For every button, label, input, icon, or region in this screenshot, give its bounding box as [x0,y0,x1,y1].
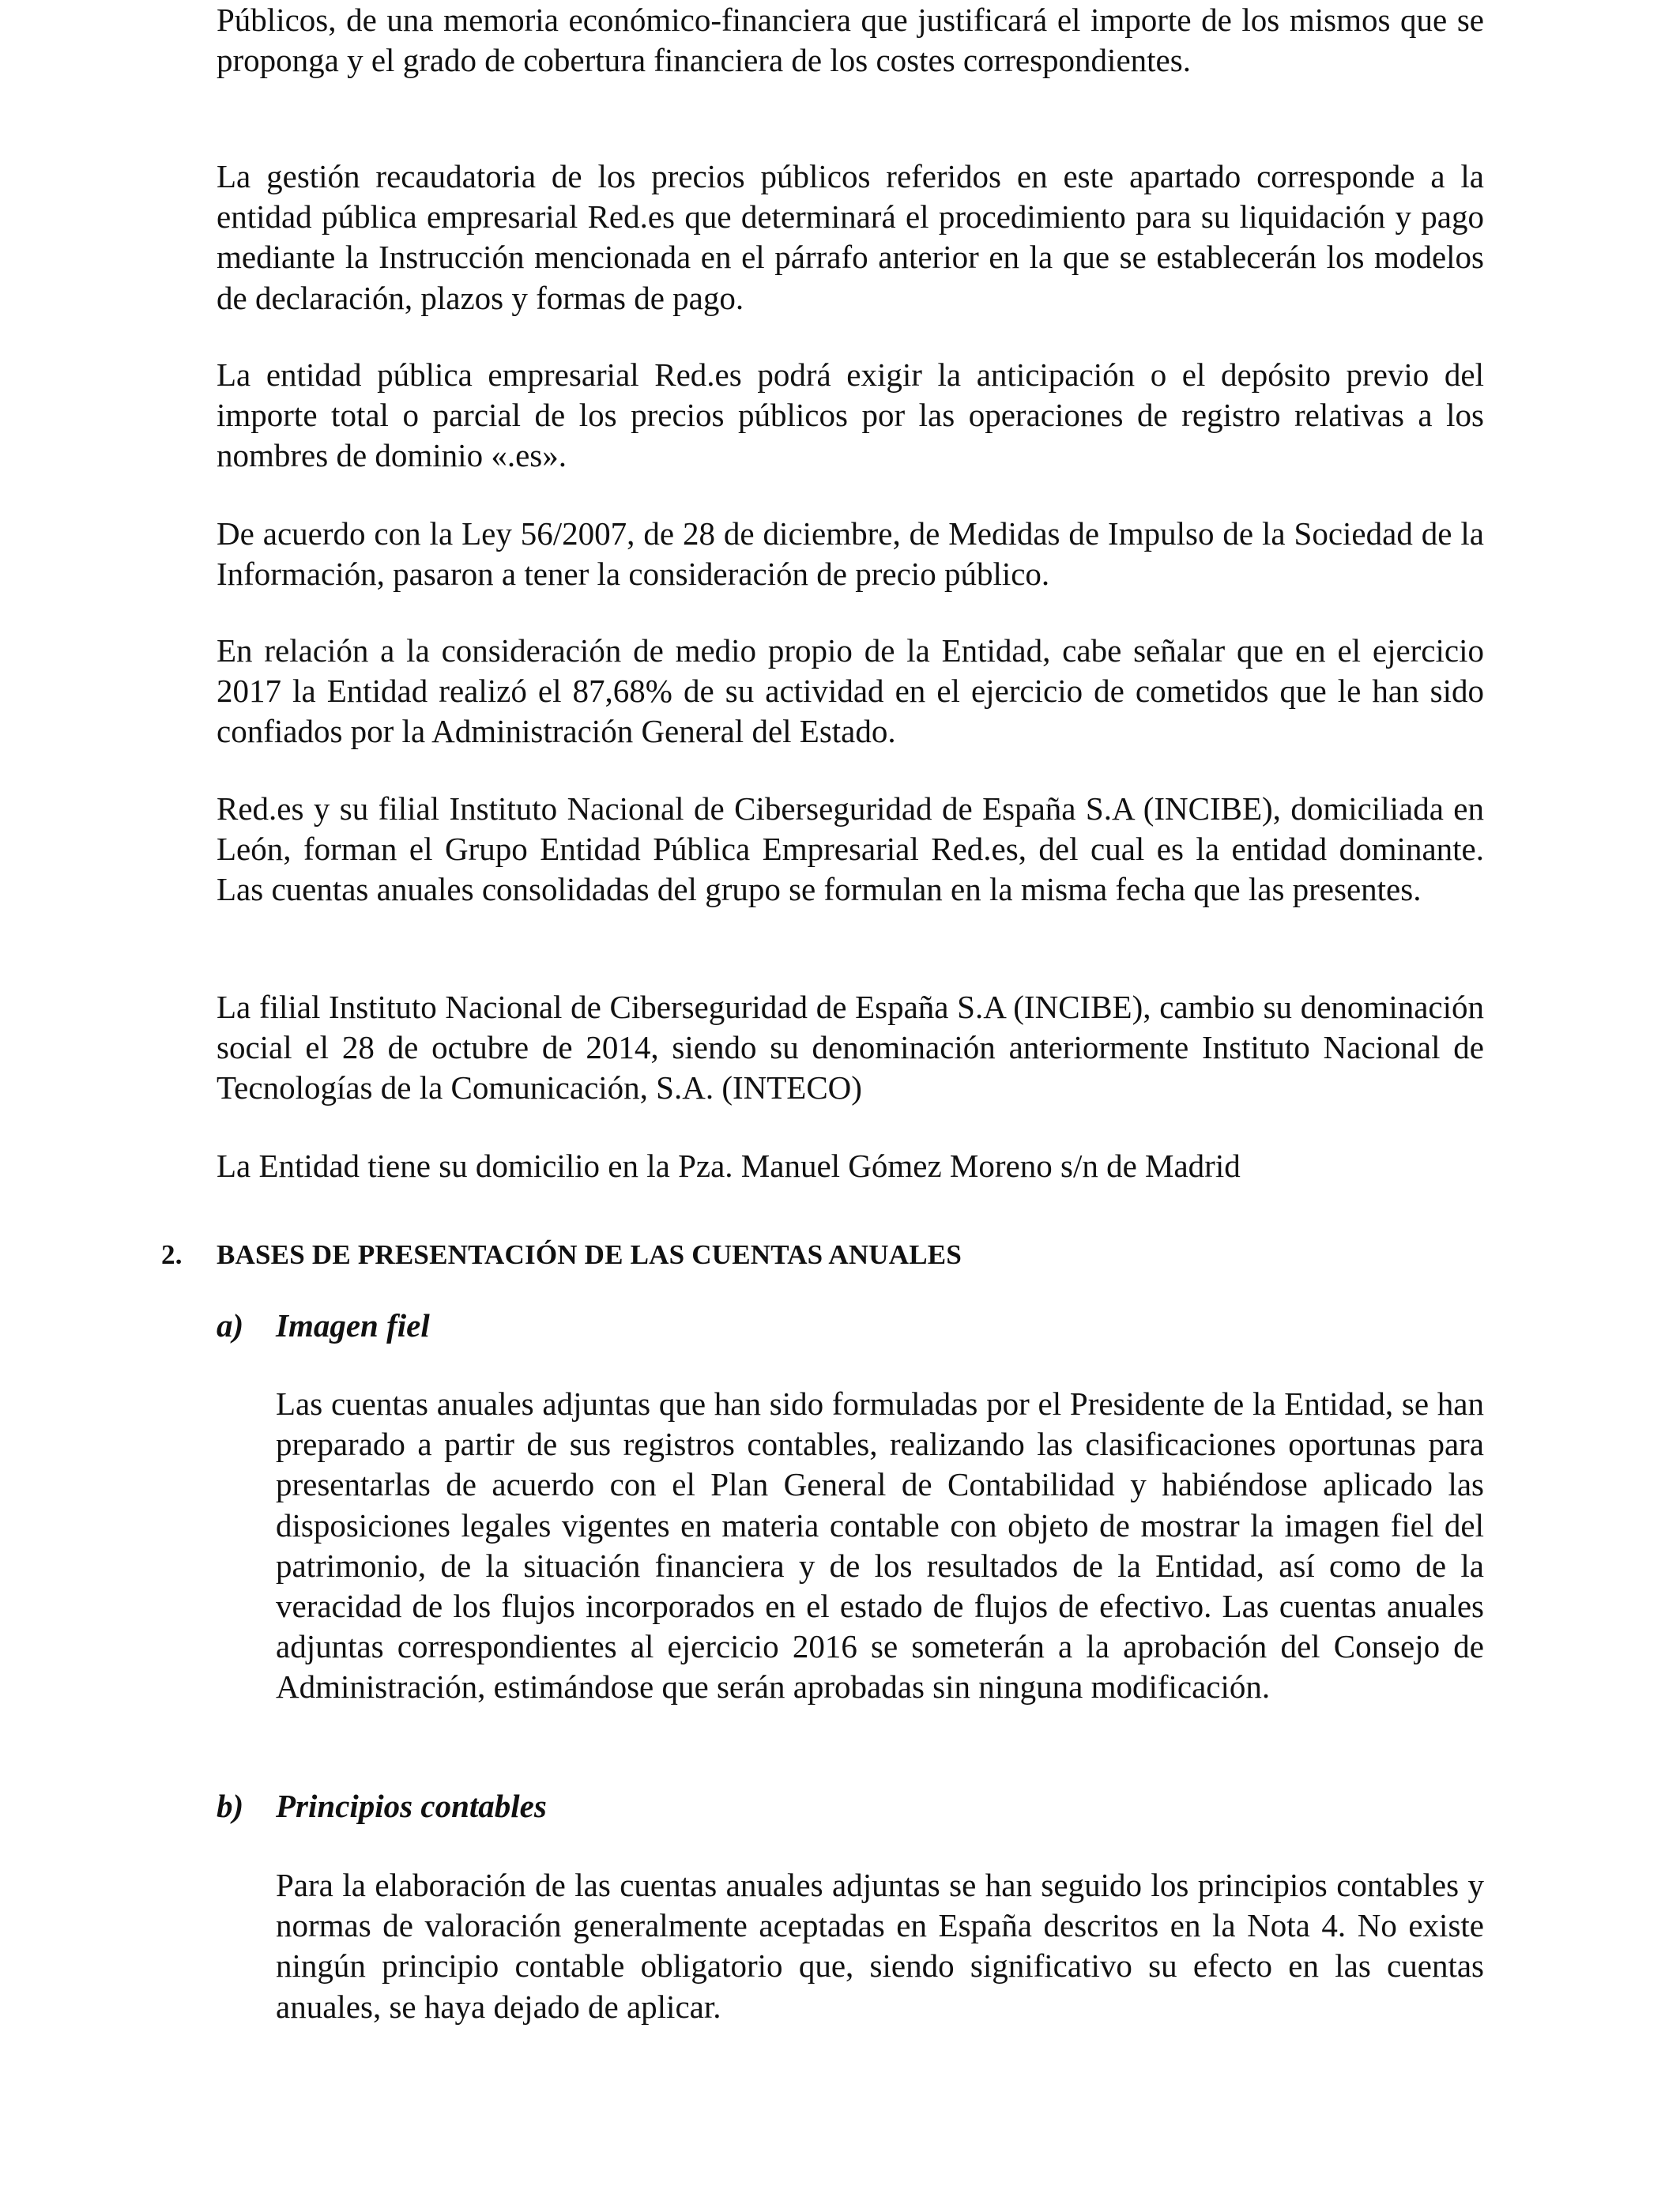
paragraph-domicilio: La Entidad tiene su domicilio en la Pza. Manuel Gómez Moreno s/n de Madrid [217,1148,1241,1184]
paragraph-medio-propio: En relación a la consideración de medio propio de la Entidad, cabe señalar que en el ejercicio 2017 la Entidad realizó el 87,68% de su actividad en el ejercicio de cometidos que le han sido confiados por la Administración General del Estado. [217,632,1484,750]
subheading-principios-contables [217,1786,547,1826]
subheading-letter: b) [217,1788,244,1824]
paragraph-grupo-incibe: Red.es y su filial Instituto Nacional de Ciberseguridad de España S.A (INCIBE), domiciliada en León, forman el Grupo Entidad Pública Empresarial Red.es, del cual es la entidad dominante. Las cuentas anuales consolidadas del grupo se formulan en la misma fecha que las presentes. [217,790,1484,908]
paragraph-principios-contables: Para la elaboración de las cuentas anuales adjuntas se han seguido los principios contables y normas de valoración generalmente aceptadas en España descritos en la Nota 4. No existe ningún principio contable obligatorio que, siendo significativo su efecto en las cuentas anuales, se haya dejado de aplicar. [276,1867,1484,2025]
paragraph-memoria: Públicos, de una memoria económico-financiera que justificará el importe de los mismos que se proponga y el grado de cobertura financiera de los costes correspondientes. [217,2,1484,79]
paragraph-imagen-fiel: Las cuentas anuales adjuntas que han sido formuladas por el Presidente de la Entidad, se han preparado a partir de sus registros contables, realizando las clasificaciones oportunas para presentarlas de acuerdo con el Plan General de Contabilidad y habiéndose aplicado las disposiciones legales vigentes en materia contable con objeto de mostrar la imagen fiel del patrimonio, de la situación financiera y de los resultados de la Entidad, así como de la veracidad de los flujos incorporados en el estado de flujos de efectivo. Las cuentas anuales adjuntas correspondientes al ejercicio 2016 se someterán a la aprobación del Consejo de Administración, estimándose que serán aprobadas sin ninguna modificación. [276,1385,1484,1706]
section-number: 2. [161,1239,183,1270]
subheading-title: Principios contables [276,1788,547,1824]
subheading-imagen-fiel [217,1306,430,1346]
subheading-letter: a) [217,1307,244,1344]
paragraph-ley-56-2007: De acuerdo con la Ley 56/2007, de 28 de diciembre, de Medidas de Impulso de la Sociedad de la Información, pasaron a tener la consideración de precio público. [217,515,1484,593]
paragraph-denominacion-social: La filial Instituto Nacional de Ciberseguridad de España S.A (INCIBE), cambio su denominación social el 28 de octubre de 2014, siendo su denominación anteriormente Instituto Nacional de Tecnologías de la Comunicación, S.A. (INTECO) [217,989,1484,1106]
paragraph-gestion-recaudatoria: La gestión recaudatoria de los precios públicos referidos en este apartado corresponde a la entidad pública empresarial Red.es que determinará el procedimiento para su liquidación y pago mediante la Instrucción mencionada en el párrafo anterior en la que se establecerán los modelos de declaración, plazos y formas de pago. [217,158,1484,316]
section-heading-bases-presentacion [161,1235,1484,1275]
paragraph-anticipacion-deposito: La entidad pública empresarial Red.es podrá exigir la anticipación o el depósito previo del importe total o parcial de los precios públicos por las operaciones de registro relativas a los nombres de dominio «.es». [217,356,1484,474]
section-title: BASES DE PRESENTACIÓN DE LAS CUENTAS ANUALES [217,1239,962,1270]
subheading-title: Imagen fiel [276,1307,430,1344]
